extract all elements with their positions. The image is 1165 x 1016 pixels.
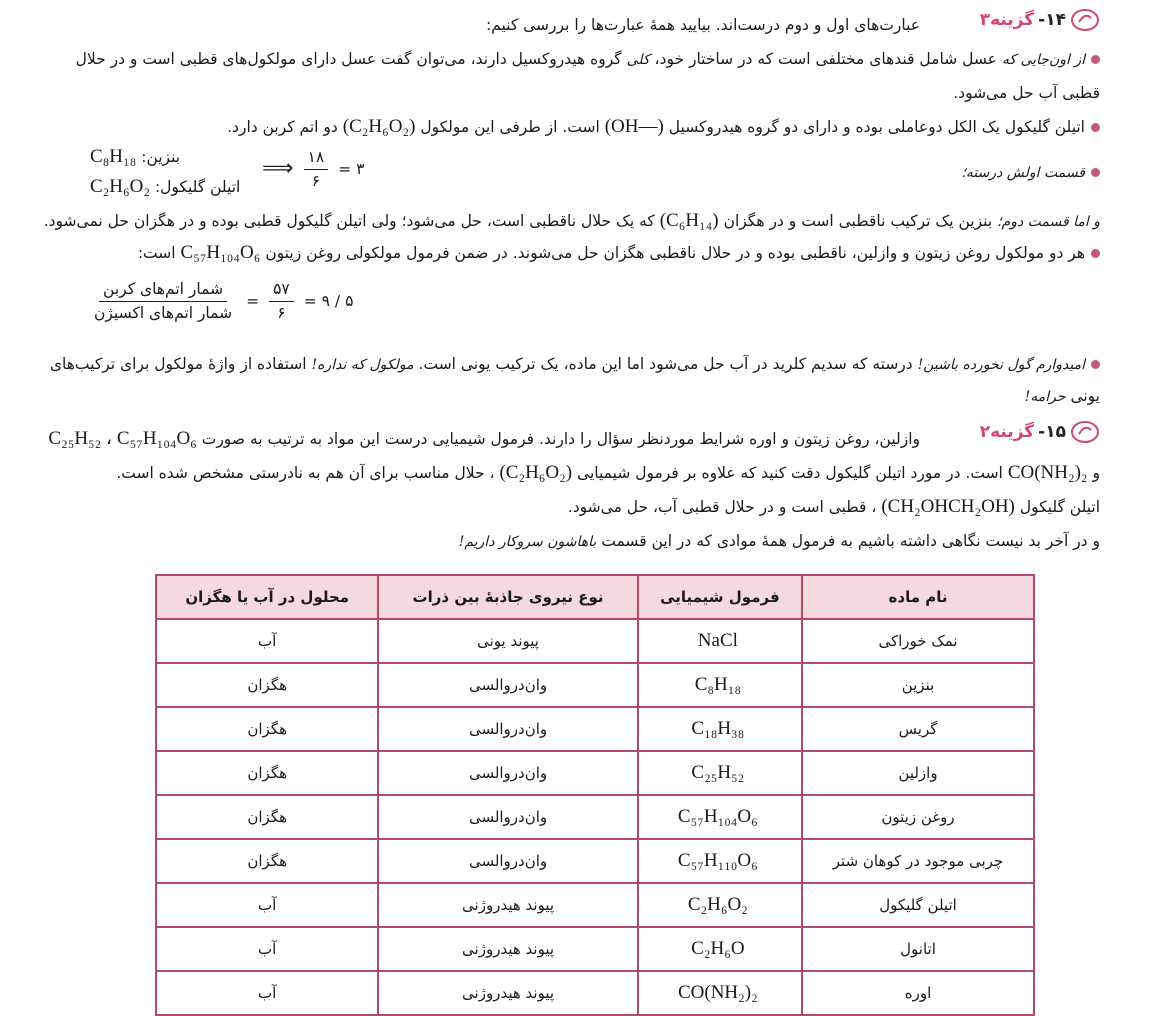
text: است. از طرفی این مولکول <box>420 118 600 136</box>
q14-bullet2 <box>227 116 1100 139</box>
cell-name: اوره <box>801 972 1033 1014</box>
cell-force: وان‌دروالسی <box>377 664 636 708</box>
olive-oil-formula: C₅₇H₁₀₄O₆ <box>180 242 261 263</box>
col-header-force: نوع نیروی جاذبهٔ بین ذرات <box>377 576 636 620</box>
table-row <box>157 708 1033 752</box>
emphasis: کلی <box>626 52 650 68</box>
glycol-formula: (C₂H₆O₂) <box>499 462 573 483</box>
benzene-formula: C₈H₁₈ <box>90 146 137 167</box>
cell-force: وان‌دروالسی <box>377 708 636 752</box>
ratio-expression <box>262 148 364 190</box>
cell-name: وازلین <box>801 752 1033 796</box>
text: ، حلال مناسب برای آن هم به نادرستی مشخص شده است. <box>116 464 495 482</box>
cell-name: اتانول <box>801 928 1033 972</box>
q14-bullet3 <box>138 242 1100 265</box>
cell-solvent: هگزان <box>157 840 377 884</box>
table-header-row <box>157 576 1033 620</box>
text: هر دو مولکول روغن زیتون و وازلین، ناقطبی بوده و در حلال ناقطبی هگزان حل می‌شوند. در ضمن فرمول مولکولی روغن زیتون <box>265 244 1085 262</box>
table-row <box>157 928 1033 972</box>
benzene-row <box>90 146 180 169</box>
benzene-label: بنزین: <box>141 148 181 166</box>
text: و در آخر بد نیست نگاهی داشته باشیم به فرمول همهٔ موادی که در این قسمت <box>601 532 1100 550</box>
text: درسته که سدیم کلرید در آب حل می‌شود اما این ماده، یک ترکیب یونی است. <box>418 355 913 373</box>
emphasis: مولکول که نداره! <box>311 357 414 373</box>
glycol-structural-formula: (CH₂OHCH₂OH) <box>881 496 1015 517</box>
cell-solvent: هگزان <box>157 752 377 796</box>
q15-line2 <box>116 462 1100 485</box>
emphasis: حرامه! <box>1024 389 1066 405</box>
q14-bullet1-line1 <box>76 50 1100 69</box>
cell-formula: CO(NH₂)₂ <box>637 972 801 1014</box>
cell-formula: C₁₈H₃₈ <box>637 708 801 752</box>
ratio-result: = ۳ <box>338 159 365 178</box>
text: گروه هیدروکسیل دارند، می‌توان گفت عسل دارای مولکول‌های قطبی است و در حلال <box>75 50 622 68</box>
emphasis: و اما قسمت دوم؛ <box>997 214 1100 230</box>
cell-force: پیوند هیدروژنی <box>377 928 636 972</box>
text: دو اتم کربن دارد. <box>227 118 338 136</box>
q14-bullet4-line2 <box>1025 387 1100 406</box>
cell-solvent: هگزان <box>157 796 377 840</box>
part1-label <box>961 163 1100 182</box>
cell-solvent: آب <box>258 984 277 1002</box>
glycol-row <box>90 176 240 199</box>
fraction-result: = ۹ / ۵ <box>303 291 354 310</box>
formulas: C₂₅H₅₂ ، C₅₇H₁₀₄O₆ <box>48 428 197 449</box>
table-row <box>157 620 1033 664</box>
table-row <box>157 796 1033 840</box>
cell-name: چربی موجود در کوهان شتر <box>801 840 1033 884</box>
col-header-formula: فرمول شیمیایی <box>637 576 801 620</box>
cell-name: گریس <box>801 708 1033 752</box>
text: استفاده از واژهٔ مولکول برای ترکیب‌های <box>49 355 307 373</box>
emphasis: امیدوارم گول نخورده باشین! <box>917 357 1085 373</box>
text: اتیلن گلیکول <box>1019 498 1100 516</box>
text: که یک حلال ناقطبی است، حل می‌شود؛ ولی اتیلن گلیکول قطبی بوده و در هگزان حل نمی‌شود. <box>43 212 655 230</box>
glycol-formula: (C₂H₆O₂) <box>342 116 416 137</box>
q15-line1 <box>48 428 920 451</box>
cell-formula: C₂H₆O₂ <box>637 884 801 928</box>
table-row <box>157 884 1033 928</box>
q15-number: ۱۵- <box>1038 422 1066 442</box>
cell-name: نمک خوراکی <box>801 620 1033 664</box>
cell-solvent: آب <box>157 884 377 928</box>
glycol-formula: C₂H₆O₂ <box>90 176 150 197</box>
col-header-solvent: محلول در آب یا هگزان <box>157 576 377 620</box>
cell-force: پیوند یونی <box>377 620 636 664</box>
emphasis: باهاشون سروکار داریم! <box>458 534 597 550</box>
ratio-denominator: ۶ <box>311 171 321 190</box>
cell-force: پیوند هیدروژنی <box>377 884 636 928</box>
cell-name: اتیلن گلیکول <box>801 884 1033 928</box>
text: وازلین، روغن زیتون و اوره شرایط موردنظر سؤال را دارند. فرمول شیمیایی درست این مواد به ترتیب به صورت <box>201 430 920 448</box>
atom-ratio: $\frac{\text{شمار اتم‌های کربن}}{\text{شمار اتم‌های اکسیژن}}$ = $\frac{۵۷}{۶}$ = ۹ / ۵ <box>90 280 353 322</box>
part2-line <box>44 210 1100 233</box>
text: اتیلن گلیکول یک الکل دوعاملی بوده و دارای دو گروه هیدروکسیل <box>668 118 1085 136</box>
cell-name: بنزین <box>801 664 1033 708</box>
q14-bullet1-line2: قطبی آب حل می‌شود. <box>953 84 1100 102</box>
ratio-numerator: ۱۸ <box>304 148 329 170</box>
q15-header <box>980 420 1100 444</box>
cell-solvent: آب <box>157 620 377 664</box>
cell-solvent: هگزان <box>157 664 377 708</box>
table-row <box>157 664 1033 708</box>
text: است: <box>137 244 176 262</box>
cell-formula: C₈H₁₈ <box>637 664 801 708</box>
cell-force: وان‌دروالسی <box>377 840 636 884</box>
number-fraction <box>269 280 294 322</box>
q14-number: ۱۴- <box>1038 10 1066 30</box>
hexane-formula: (C₆H₁₄) <box>659 210 719 231</box>
hydroxyl-formula: (OH—) <box>604 116 664 137</box>
q15-line4 <box>459 532 1100 551</box>
q14-bullet4-line1 <box>50 355 1100 374</box>
text: یونی <box>1070 387 1100 405</box>
col-header-name: نام ماده <box>801 576 1033 620</box>
cell-formula: NaCl <box>637 620 801 664</box>
cell-formula: C₅₇H₁₁₀O₆ <box>637 840 801 884</box>
urea-formula: CO(NH₂)₂ <box>1007 462 1088 483</box>
q14-header <box>980 8 1100 32</box>
ratio-fraction <box>304 148 329 190</box>
emphasis: از اون‌جایی که <box>1001 52 1085 68</box>
bullet-icon <box>1091 360 1100 369</box>
q14-intro: عبارت‌های اول و دوم درست‌اند. بیایید همهٔ عبارت‌ها را بررسی کنیم: <box>485 16 920 34</box>
cell-force: پیوند هیدروژنی <box>377 972 636 1014</box>
glycol-label: اتیلن گلیکول: <box>154 178 241 196</box>
bullet-icon <box>1091 168 1100 177</box>
cell-name: روغن زیتون <box>801 796 1033 840</box>
fraction-denominator: شمار اتم‌های اکسیژن <box>94 303 233 322</box>
text: ، قطبی است و در حلال قطبی آب، حل می‌شود. <box>567 498 877 516</box>
table-row <box>157 840 1033 884</box>
cell-solvent: آب <box>157 928 377 972</box>
cell-formula: C₂H₆O <box>637 928 801 972</box>
bullet-icon <box>1091 123 1100 132</box>
atom-fraction <box>90 280 236 322</box>
pen-icon <box>1070 8 1100 32</box>
cell-formula: C₅₇H₁₀₄O₆ <box>637 796 801 840</box>
table-row <box>157 972 1033 1014</box>
cell-solvent: هگزان <box>157 708 377 752</box>
cell-force: وان‌دروالسی <box>377 796 636 840</box>
pen-icon <box>1070 420 1100 444</box>
table-row <box>157 752 1033 796</box>
emphasis: قسمت اولش درسته؛ <box>961 165 1085 181</box>
bullet-icon <box>1091 55 1100 64</box>
bullet-icon <box>1091 249 1100 258</box>
fraction-numerator: شمار اتم‌های کربن <box>99 280 227 302</box>
cell-force: وان‌دروالسی <box>377 752 636 796</box>
q14-badge: گزینه۳ <box>979 10 1035 30</box>
implies-arrow: ⟹ <box>262 155 294 181</box>
text: بنزین یک ترکیب ناقطبی است و در هگزان <box>723 212 993 230</box>
substances-table <box>155 574 1035 1016</box>
text: و <box>1092 464 1100 482</box>
q15-badge: گزینه۲ <box>979 422 1035 442</box>
text: عسل شامل قندهای مختلفی است که در ساختار خود، <box>654 50 997 68</box>
q15-line3 <box>568 496 1100 519</box>
fraction-denominator: ۶ <box>277 303 286 322</box>
fraction-numerator: ۵۷ <box>269 280 294 302</box>
cell-formula: C₂₅H₅₂ <box>637 752 801 796</box>
text: است. در مورد اتیلن گلیکول دقت کنید که علاوه بر فرمول شیمیایی <box>577 464 1003 482</box>
